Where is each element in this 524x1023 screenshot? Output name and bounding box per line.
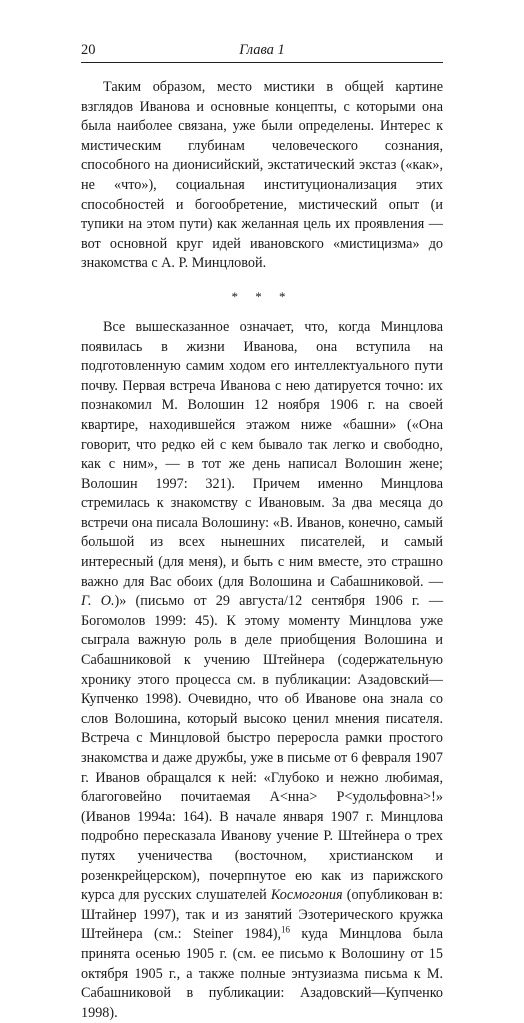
running-head: Глава 1	[239, 42, 285, 58]
book-title: Космогония	[270, 887, 343, 904]
page-number: 20	[81, 42, 96, 58]
paragraph-2-text-3: (опубликован в: Штайнер 1997), так и из занятий Эзотерического кружка Штейнера (см.: Steiner 1984),	[81, 887, 443, 943]
footnote-marker[interactable]: 16	[281, 924, 291, 935]
page-body	[81, 78, 443, 1023]
paragraph-1: Таким образом, место мистики в общей картине взглядов Иванова и основные концепты, с которыми она была наиболее связана, уже были определены. Интерес к мистическим глубинам человеческого сознания, способного на дионисийский, экстатический экстаз («как», не «что»), социальная институционализация этих способностей и богообретение, мистический опыт (и тупики на этом пути) как желанная цель их проявления — вот основной круг идей ивановского «мистицизма» до знакомства с А. Р. Минцловой.	[81, 79, 443, 272]
paragraph-2-text-2: )» (письмо от 29 августа/12 сентября 1906 г. — Богомолов 1999: 45). К этому моменту Минцлова уже сыграла важную роль в деле приобщения Волошина и Сабашниковой к учению Штейнера (содержательную хронику этого процесса см. в публикации: Азадовский—Купченко 1998). Очевидно, что об Иванове она знала со слов Волошина, который высоко ценил мнения писателя. Встреча с Минцловой быстро переросла рамки простого знакомства и даже дружбы, уже в письме от 6 февраля 1907 г. Иванов обращался к ней: «Глубоко и нежно любимая, благоговейно почитаемая А<нна> Р<удольфовна>!» (Иванов 1994а: 164). В начале января 1907 г. Минцлова подробно пересказала Иванову учение Р. Штейнера о трех путях ученичества (восточном, христианском и розенкрейцерском), почерпнутое ею как из парижского курса для русских слушателей	[81, 593, 444, 904]
editor-initials: Г. О.	[81, 593, 115, 610]
paragraph-2-text-1: Все вышесказанное означает, что, когда Минцлова появилась в жизни Иванова, она вступила на подготовленную самим ходом его интеллектуального пути почву. Первая встреча Иванова с нею датируется точно: их познакомил М. Волошин 12 ноября 1906 г. на своей квартире, находившейся этажом ниже «башни» («Она говорит, что редко ей с кем бывало так легко и свободно, как с ним», — в тот же день написал Волошин жене; Волошин 1997: 321). Причем именно Минцлова стремилась к знакомству с Ивановым. За два месяца до встречи она писала Волошину: «В. Иванов, конечно, самый большой из всех нынешних писателей, и самый интересный (для меня), и быть с ним вместе, это страшно важно для Вас обоих (для Волошина и Сабашниковой. —	[81, 318, 443, 590]
page-header	[81, 40, 443, 63]
paragraph-2-text-4: куда Минцлова была принята осенью 1905 г. (см. ее письмо к Волошину от 15 октября 1905 г., а также полные энтузиазма письма к М. Сабашниковой в публикации: Азадовский—Купченко 1998).	[81, 926, 443, 1021]
section-separator: * * *	[231, 288, 293, 304]
paragraph-2	[81, 318, 443, 1023]
